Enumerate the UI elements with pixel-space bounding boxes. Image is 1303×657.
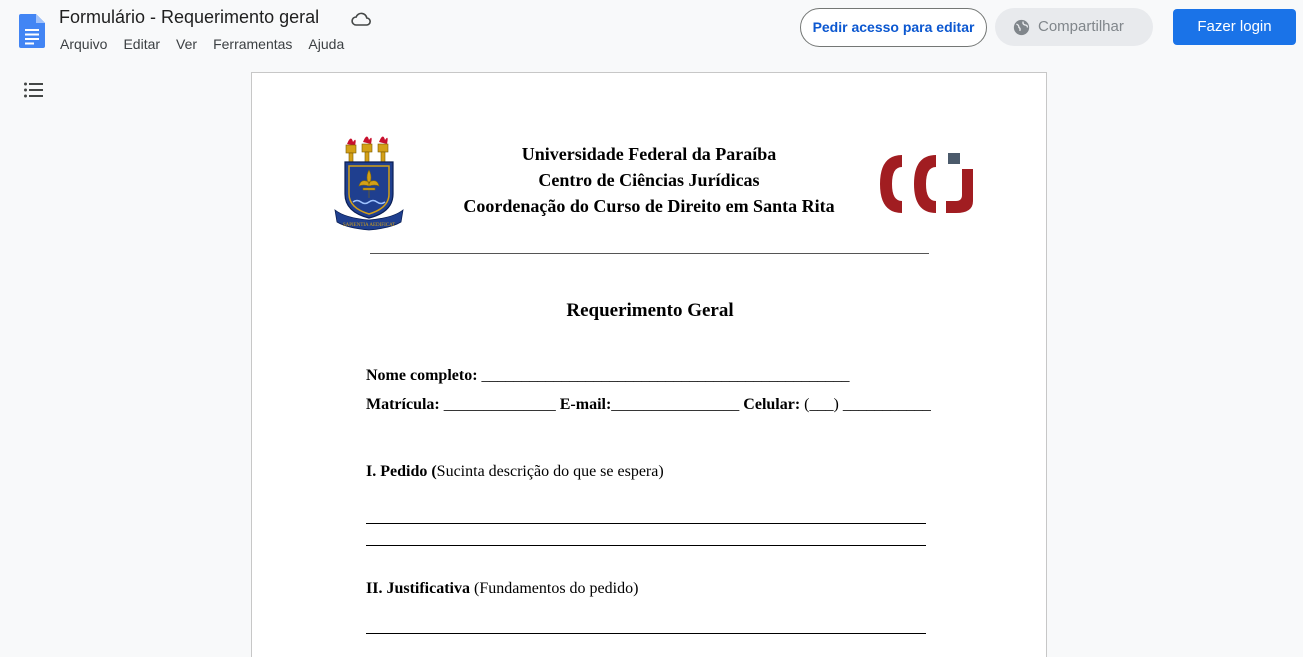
document-outline-icon[interactable] xyxy=(24,82,43,98)
name-field-line[interactable] xyxy=(366,367,850,385)
document-heading: Requerimento Geral xyxy=(566,300,734,321)
crest-motto: SAPIENTIA AEDIFICAT xyxy=(342,223,396,228)
pedido-answer-line-2[interactable] xyxy=(366,545,926,546)
name-label: Nome completo: xyxy=(366,367,478,384)
institution-line-3: Coordenação do Curso de Direito em Santa Rita xyxy=(463,196,835,216)
institution-header xyxy=(452,141,846,219)
login-button[interactable]: Fazer login xyxy=(1173,9,1296,45)
menu-ver[interactable]: Ver xyxy=(176,36,198,52)
document-page[interactable] xyxy=(251,72,1047,657)
celular-label: Celular: xyxy=(743,396,801,413)
ccj-logo xyxy=(878,151,976,217)
email-blank[interactable]: ________________ xyxy=(611,396,740,413)
email-label: E-mail: xyxy=(559,396,612,413)
menu-arquivo[interactable]: Arquivo xyxy=(60,36,108,52)
institution-line-1: Universidade Federal da Paraíba xyxy=(521,144,777,164)
docs-logo-icon[interactable] xyxy=(19,14,45,48)
institution-line-2: Centro de Ciências Jurídicas xyxy=(538,170,760,190)
pedido-title: I. Pedido ( xyxy=(366,463,437,480)
pedido-description: Sucinta descrição do que se espera) xyxy=(436,463,664,480)
menu-bar xyxy=(52,35,352,55)
matricula-blank[interactable]: ______________ xyxy=(443,396,556,413)
ufpb-crest-logo xyxy=(333,132,405,236)
request-edit-access-button[interactable]: Pedir acesso para editar xyxy=(800,8,987,47)
name-blank[interactable]: ______________________________________________ xyxy=(481,367,850,384)
globe-icon xyxy=(1013,19,1030,36)
menu-ferramentas[interactable]: Ferramentas xyxy=(213,36,293,52)
header-divider xyxy=(370,253,929,254)
justificativa-title: II. Justificativa xyxy=(366,580,470,597)
menu-ajuda[interactable]: Ajuda xyxy=(308,36,345,52)
share-label: Compartilhar xyxy=(1038,18,1124,35)
section-pedido-heading xyxy=(366,463,664,481)
section-justificativa-heading xyxy=(366,580,638,598)
cloud-saved-icon[interactable] xyxy=(351,11,371,27)
document-title[interactable]: Formulário - Requerimento geral xyxy=(59,7,320,27)
justificativa-answer-line-1[interactable] xyxy=(366,633,926,634)
menu-editar[interactable]: Editar xyxy=(123,36,161,52)
pedido-answer-line-1[interactable] xyxy=(366,523,926,524)
matricula-label: Matrícula: xyxy=(366,396,440,413)
celular-blank[interactable]: (___) ___________ xyxy=(804,396,931,413)
app-header xyxy=(0,0,1303,64)
contact-field-line[interactable] xyxy=(366,396,931,414)
share-button[interactable] xyxy=(995,8,1153,46)
justificativa-description: (Fundamentos do pedido) xyxy=(470,580,639,597)
